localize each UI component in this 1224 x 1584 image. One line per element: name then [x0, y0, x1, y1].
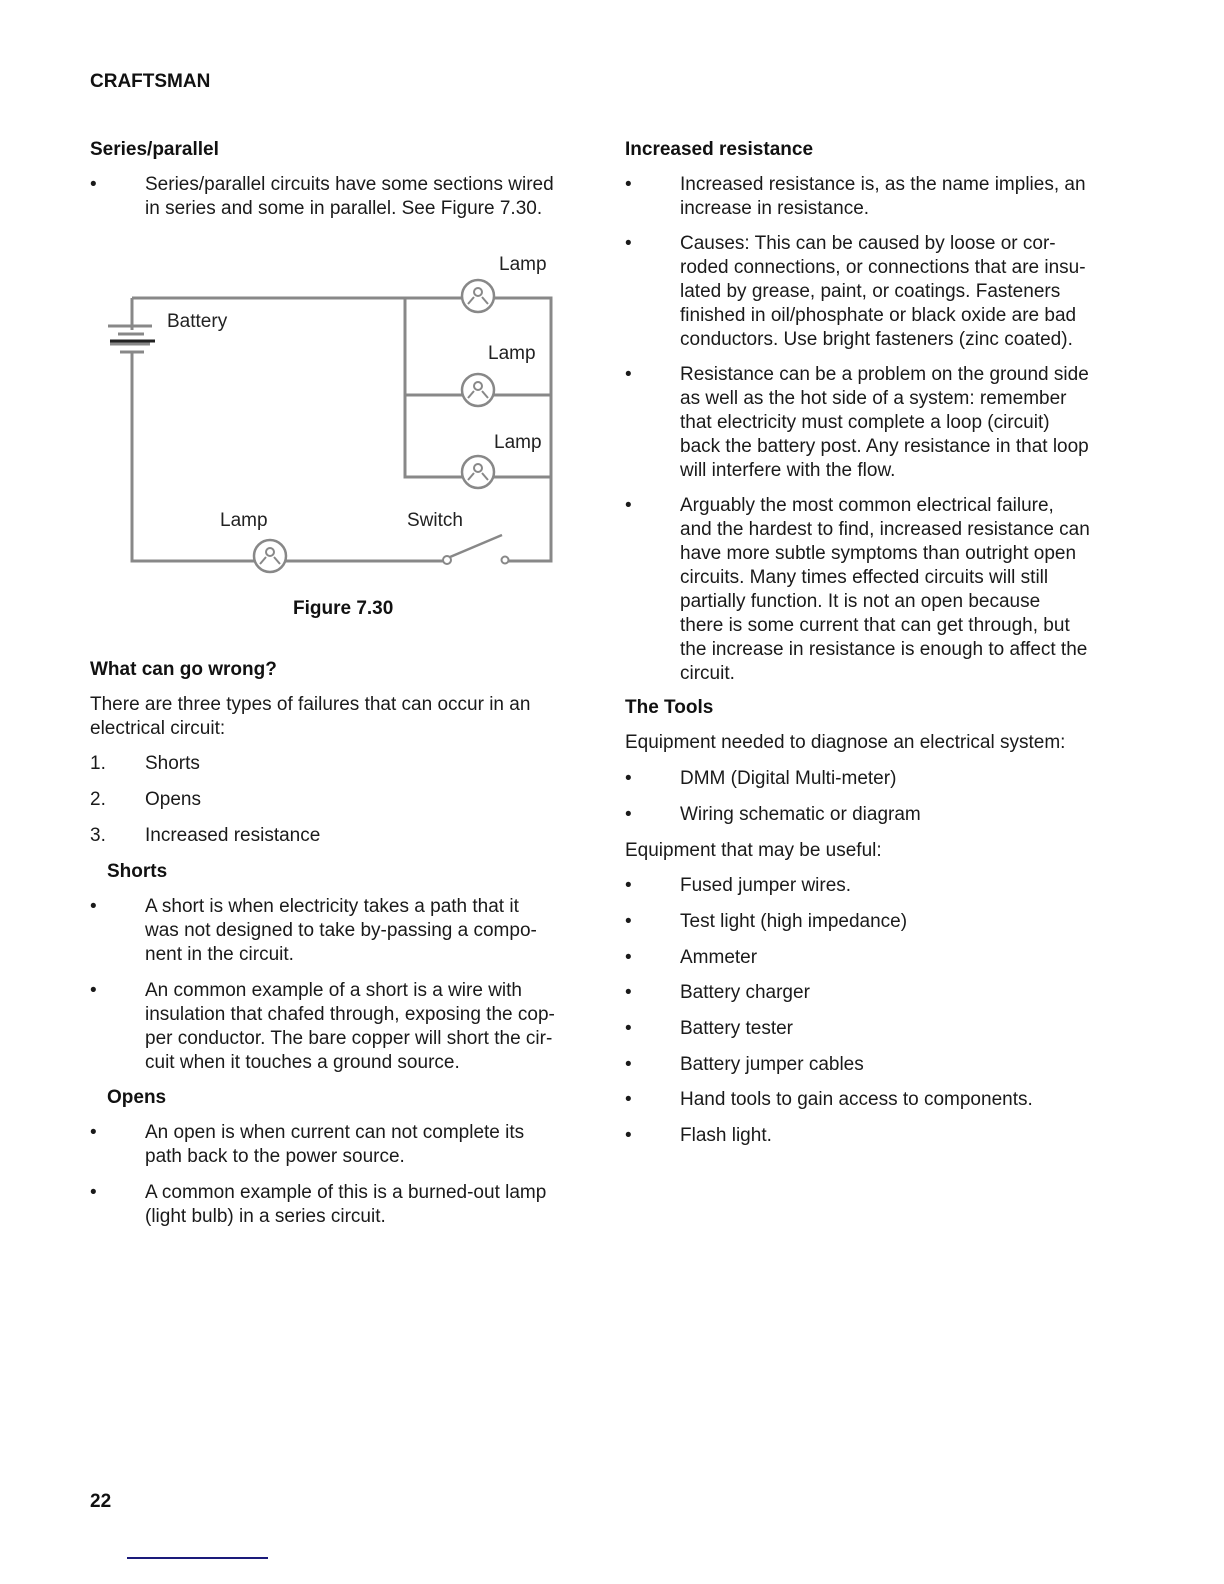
- bullet-dot: •: [625, 982, 632, 1003]
- heading-the-tools: The Tools: [625, 697, 714, 718]
- bullet-text: Ammeter: [680, 947, 758, 968]
- bullet-text: Increased resistance is, as the name implies, an increase in resistance.: [680, 174, 1086, 219]
- intro-paragraph: There are three types of failures that can occur in an electrical circuit:: [90, 694, 531, 739]
- footer-rule: [127, 1557, 268, 1559]
- wire: [132, 298, 447, 561]
- lamp-icon: [462, 456, 494, 488]
- bullet-text: Battery charger: [680, 982, 810, 1003]
- useful-intro: Equipment that may be useful:: [625, 840, 882, 861]
- lamp-icon: [462, 374, 494, 406]
- label-lamp: Lamp: [499, 254, 547, 275]
- bullet-text: Arguably the most common electrical failure, and the hardest to find, increased resistance can have more subtle symptoms than outright open circuits. Many times effected circuits will still partially function. It is not an open because there is some current that can get through, but the increase in resistance is enough to affect the circuit.: [680, 495, 1090, 684]
- label-battery: Battery: [167, 311, 228, 332]
- figure-caption: Figure 7.30: [293, 598, 394, 619]
- bullet-text: An open is when current can not complete its path back to the power source.: [145, 1122, 525, 1167]
- bullet-dot: •: [625, 174, 632, 195]
- bullet-text: Hand tools to gain access to components.: [680, 1089, 1033, 1110]
- item-number: 2.: [90, 789, 106, 810]
- bullet-text: Battery tester: [680, 1018, 793, 1039]
- page-number: 22: [90, 1491, 112, 1512]
- bullet-text: Test light (high impedance): [680, 911, 908, 932]
- label-lamp: Lamp: [494, 432, 542, 453]
- heading-increased-resistance: Increased resistance: [625, 139, 814, 160]
- bullet-dot: •: [90, 1122, 97, 1143]
- bullet-text: Flash light.: [680, 1125, 772, 1146]
- bullet-text: Battery jumper cables: [680, 1054, 864, 1075]
- bullet-dot: •: [90, 980, 97, 1001]
- lamp-icon: [254, 540, 286, 572]
- bullet-dot: •: [625, 1089, 632, 1110]
- bullet-dot: •: [625, 495, 632, 516]
- needed-intro: Equipment needed to diagnose an electrical system:: [625, 732, 1066, 753]
- heading-shorts: Shorts: [107, 861, 168, 882]
- item-text: Increased resistance: [145, 825, 321, 846]
- bullet-dot: •: [625, 947, 632, 968]
- wire: [132, 298, 551, 561]
- label-switch: Switch: [407, 510, 463, 531]
- bullet-dot: •: [625, 875, 632, 896]
- item-number: 1.: [90, 753, 106, 774]
- bullet-dot: •: [90, 896, 97, 917]
- heading-what-can-go-wrong: What can go wrong?: [90, 659, 277, 680]
- bullet-text: A short is when electricity takes a path that it was not designed to take by-passing a compo- nent in the circuit.: [145, 896, 537, 965]
- label-lamp: Lamp: [220, 510, 268, 531]
- bullet-dot: •: [90, 1182, 97, 1203]
- bullet-text: Causes: This can be caused by loose or cor- roded connections, or connections that are insu- lated by grease, paint, or coatings. Fasteners finished in oil/phosphate or black oxide are bad conductors. Use bright fasteners (zinc coated).: [680, 233, 1086, 350]
- switch-icon: [443, 535, 509, 564]
- brand-header: CRAFTSMAN: [90, 71, 211, 92]
- bullet-text: An common example of a short is a wire with insulation that chafed through, exposing the cop- per conductor. The bare copper will short the cir- cuit when it touches a ground source.: [145, 980, 555, 1073]
- bullet-dot: •: [625, 1054, 632, 1075]
- bullet-dot: •: [625, 768, 632, 789]
- bullet-dot: •: [625, 233, 632, 254]
- item-number: 3.: [90, 825, 106, 846]
- circuit-diagram: [0, 0, 600, 600]
- bullet-dot: •: [625, 804, 632, 825]
- heading-series-parallel: Series/parallel: [90, 139, 219, 160]
- label-lamp: Lamp: [488, 343, 536, 364]
- bullet-dot: •: [625, 911, 632, 932]
- heading-opens: Opens: [107, 1087, 167, 1108]
- bullet-text: Fused jumper wires.: [680, 875, 852, 896]
- bullet-dot: •: [625, 1018, 632, 1039]
- bullet-dot: •: [625, 1125, 632, 1146]
- lamp-icon: [462, 280, 494, 312]
- item-text: Opens: [145, 789, 201, 810]
- bullet-text: Resistance can be a problem on the ground side as well as the hot side of a system: remember that electricity must complete a loop (circuit) back the battery post. Any resistance in that loop will interfere with the flow.: [680, 364, 1089, 481]
- bullet-dot: •: [625, 364, 632, 385]
- bullet-text: DMM (Digital Multi-meter): [680, 768, 897, 789]
- bullet-text: A common example of this is a burned-out lamp (light bulb) in a series circuit.: [145, 1182, 547, 1227]
- item-text: Shorts: [145, 753, 200, 774]
- bullet-text: Series/parallel circuits have some sections wired in series and some in parallel. See Figure 7.30.: [145, 174, 554, 219]
- bullet-text: Wiring schematic or diagram: [680, 804, 921, 825]
- bullet-dot: •: [90, 174, 97, 195]
